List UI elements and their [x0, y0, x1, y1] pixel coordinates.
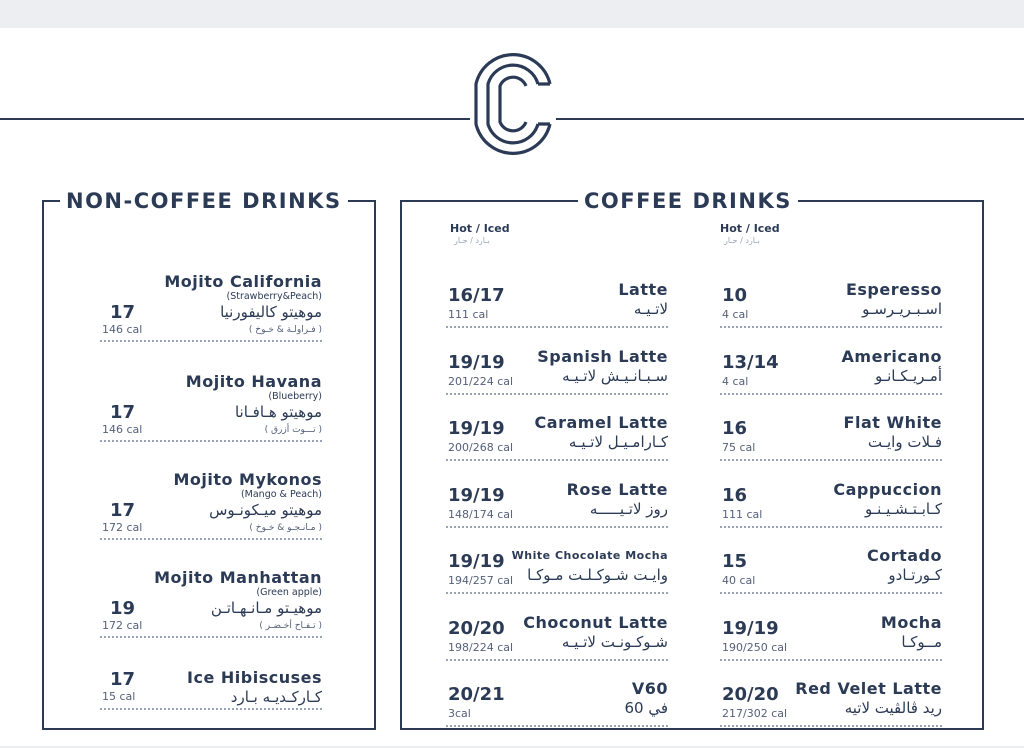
item-subtitle-ar: ( تـــوت أزرق )	[264, 425, 322, 435]
non-coffee-list	[100, 202, 322, 728]
item-price: 19/19	[722, 617, 779, 639]
dotted-divider	[720, 592, 942, 594]
item-calories: 190/250 cal	[722, 640, 788, 654]
item-calories: 148/174 cal	[448, 507, 514, 521]
item-name: Mojito California	[164, 272, 322, 291]
item-name: Spanish Latte	[537, 346, 668, 366]
menu-item	[720, 613, 942, 673]
menu-item	[100, 668, 322, 748]
dotted-divider	[720, 725, 942, 727]
menu-item	[720, 280, 942, 340]
item-name-ar: موهيتو ميـكونـوس	[209, 501, 322, 519]
item-calories: 217/302 cal	[722, 707, 788, 720]
item-name-ar: موهيـتو مـانـهـاتـن	[210, 599, 322, 617]
item-name-ar: كـابـتـشـيـنـو	[865, 499, 942, 518]
dotted-divider	[720, 326, 942, 328]
item-name-ar: كـارامـيـل لاتـيـه	[568, 433, 668, 451]
item-price: 16/17	[448, 285, 505, 306]
item-calories: 3cal	[448, 707, 471, 720]
item-calories: 194/257 cal	[448, 574, 514, 587]
item-calories: 200/268 cal	[448, 441, 514, 454]
item-name: Choconut Latte	[523, 612, 668, 632]
item-name: White Chocolate Mocha	[511, 549, 668, 562]
item-price: 19/19	[448, 551, 505, 572]
menu-item	[446, 679, 668, 739]
item-calories: 111 cal	[722, 507, 763, 521]
menu-item	[720, 480, 942, 540]
item-price: 13/14	[722, 351, 779, 373]
menu-item	[100, 470, 322, 550]
menu-item	[720, 546, 942, 606]
coffee-list-right	[720, 202, 942, 728]
item-calories: 146 cal	[102, 323, 143, 336]
item-calories: 75 cal	[722, 441, 756, 454]
item-name-ar: شـوكـونـت لاتـيـه	[561, 632, 668, 651]
item-name: Mocha	[880, 612, 942, 632]
item-calories: 4 cal	[722, 308, 749, 321]
header-rule-right	[556, 118, 1024, 120]
menu-item	[720, 413, 942, 473]
item-calories: 201/224 cal	[448, 374, 514, 388]
item-calories: 40 cal	[722, 574, 756, 587]
item-price: 19/19	[448, 418, 505, 439]
item-name: Latte	[618, 280, 668, 299]
item-calories: 172 cal	[102, 521, 143, 534]
menu-item	[100, 272, 322, 352]
item-name: Cappuccion	[833, 479, 942, 499]
coffee-panel	[400, 189, 984, 730]
dotted-divider	[100, 340, 322, 342]
item-price: 19	[110, 598, 136, 619]
menu-item	[446, 280, 668, 340]
item-name-ar: لاتـيـه	[633, 300, 668, 318]
menu-item	[100, 372, 322, 452]
c-monogram-logo-icon	[470, 42, 556, 166]
item-name: Americano	[841, 346, 942, 366]
item-name-ar: أمـريـكـانـو	[874, 366, 942, 385]
item-price: 17	[110, 500, 136, 521]
item-subtitle: (Blueberry)	[268, 391, 322, 402]
item-name: Flat White	[843, 413, 942, 432]
hot-iced-header-ar-right: بـارد / حـار	[724, 236, 760, 245]
item-name-ar: روز لاتـيـــــه	[589, 499, 668, 518]
item-price: 20/20	[722, 684, 779, 705]
item-name: Red Velet Latte	[795, 679, 942, 698]
item-price: 19/19	[448, 351, 505, 373]
item-calories: 146 cal	[102, 423, 143, 436]
item-price: 16	[722, 484, 748, 506]
dotted-divider	[446, 326, 668, 328]
item-calories: 111 cal	[448, 308, 489, 321]
menu-page	[0, 28, 1024, 746]
item-name-ar: كـاركـديـه بـارد	[230, 688, 322, 706]
menu-item	[446, 413, 668, 473]
item-price: 15	[722, 551, 748, 572]
menu-item	[100, 568, 322, 648]
dotted-divider	[100, 538, 322, 540]
non-coffee-title: NON-COFFEE DRINKS	[60, 187, 348, 215]
item-price: 17	[110, 669, 136, 690]
item-name: Rose Latte	[566, 479, 668, 499]
item-price: 19/19	[448, 484, 505, 506]
item-price: 17	[110, 302, 136, 323]
dotted-divider	[720, 459, 942, 461]
item-price: 16	[722, 418, 748, 439]
dotted-divider	[446, 393, 668, 395]
dotted-divider	[100, 440, 322, 442]
dotted-divider	[446, 725, 668, 727]
item-name: Caramel Latte	[534, 413, 668, 432]
item-name-ar: اسـبـريـرسـو	[862, 300, 942, 318]
item-name-ar: موهيتو كاليفورنيا	[220, 303, 322, 321]
item-price: 20/21	[448, 684, 505, 705]
item-name-ar: ريد ڤالڤيت لاتيه	[844, 699, 942, 717]
item-name-ar: موهيتو هـافـانا	[234, 403, 322, 421]
item-price: 17	[110, 402, 136, 423]
menu-item	[446, 613, 668, 673]
item-calories: 198/224 cal	[448, 640, 514, 654]
menu-item	[446, 480, 668, 540]
dotted-divider	[446, 592, 668, 594]
non-coffee-panel	[42, 189, 376, 730]
dotted-divider	[100, 708, 322, 710]
item-subtitle: (Green apple)	[256, 587, 322, 598]
hot-iced-header-right: Hot / Iced	[720, 222, 780, 235]
menu-item	[446, 347, 668, 407]
item-name-ar: فـلات وايـت	[867, 433, 942, 451]
header-rule-left	[0, 118, 470, 120]
item-price: 10	[722, 285, 748, 306]
coffee-title: COFFEE DRINKS	[578, 187, 798, 215]
item-subtitle: (Mango & Peach)	[240, 489, 322, 500]
item-name: V60	[631, 679, 668, 698]
hot-iced-header-ar-left: بـارد / حـار	[454, 236, 490, 245]
dotted-divider	[720, 393, 942, 395]
item-subtitle-ar: ( فـراولـة & خـوخ )	[248, 325, 322, 335]
item-subtitle-ar: ( مـانـجـو & خـوخ )	[249, 523, 322, 533]
item-name: Esperesso	[845, 280, 942, 299]
dotted-divider	[446, 659, 668, 661]
menu-item	[720, 347, 942, 407]
dotted-divider	[720, 659, 942, 661]
item-calories: 15 cal	[102, 690, 136, 703]
hot-iced-header-left: Hot / Iced	[450, 222, 510, 235]
item-name: Cortado	[866, 546, 942, 565]
item-price: 20/20	[448, 617, 505, 639]
item-name-ar: مــوكـا	[901, 632, 942, 651]
coffee-list-left	[446, 202, 668, 728]
item-subtitle-ar: ( تـفـاح أخـضـر )	[259, 621, 322, 631]
item-name-ar: في 60	[624, 699, 668, 717]
item-name: Ice Hibiscuses	[187, 668, 322, 687]
item-calories: 4 cal	[722, 374, 749, 388]
item-calories: 172 cal	[102, 619, 143, 632]
menu-item	[446, 546, 668, 606]
item-name-ar: سـبـانـيـش لاتـيـه	[562, 366, 668, 385]
dotted-divider	[720, 526, 942, 528]
item-subtitle: (Strawberry&Peach)	[226, 291, 322, 302]
menu-item	[720, 679, 942, 739]
item-name-ar: كـورتـادو	[888, 566, 942, 584]
item-name: Mojito Mykonos	[173, 470, 322, 489]
item-name: Mojito Havana	[185, 372, 322, 391]
item-name: Mojito Manhattan	[154, 568, 322, 587]
dotted-divider	[100, 636, 322, 638]
dotted-divider	[446, 459, 668, 461]
dotted-divider	[446, 526, 668, 528]
item-name-ar: وايـت شـوكـلـت مـوكـا	[527, 566, 668, 584]
